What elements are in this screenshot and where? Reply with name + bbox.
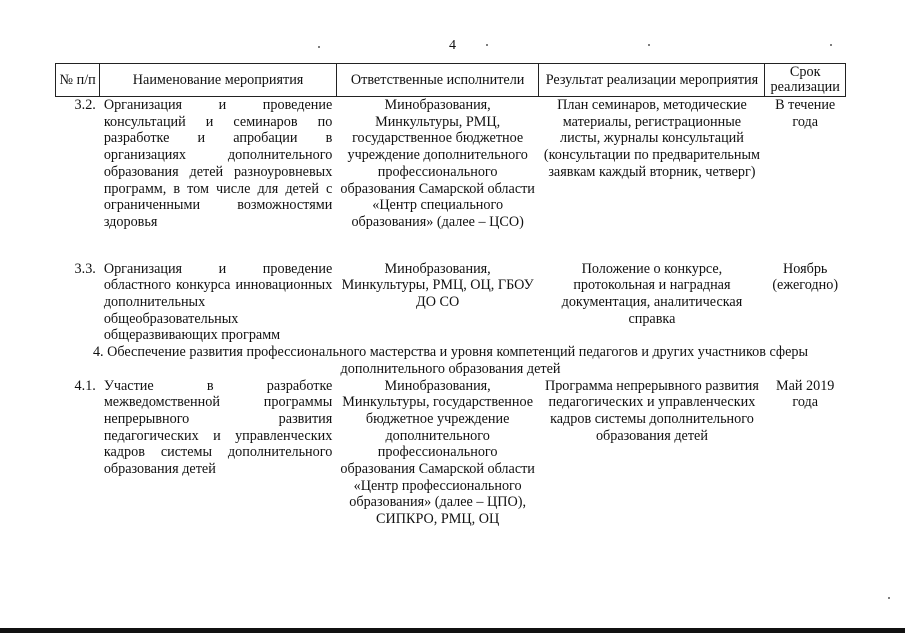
scan-bottom-edge	[0, 628, 905, 633]
header-num: № п/п	[56, 64, 100, 97]
scan-speck	[318, 46, 320, 48]
row-name: Организация и проведение консультаций и семинаров по разработке и апробации в организациях дополнительного образования детей разноуровневых программ, в том числе для детей с ограниченными возможностями здоровья	[103, 97, 333, 230]
row-responsible: Минобразования, Минкультуры, РМЦ, ОЦ, ГБОУ ДО СО	[341, 260, 534, 311]
section-heading: 4. Обеспечение развития профессионального мастерства и уровня компетенций педагогов и других участников сферы дополнительного образования детей	[92, 344, 809, 377]
row-result: Программа непрерывного развития педагогических и управленческих кадров системы дополнительного образования детей	[544, 377, 759, 444]
row-num: 4.1.	[74, 377, 96, 394]
header-term: Срок реализации	[765, 64, 846, 97]
header-responsible: Ответственные исполнители	[336, 64, 539, 97]
scan-speck	[648, 44, 650, 46]
row-responsible: Минобразования, Минкультуры, государственное бюджетное учреждение дополнительного профессионального образования Самарской области «Центр профессионального образования» (далее – ЦПО), СИПКРО, РМЦ, ОЦ	[340, 377, 535, 528]
table-row	[56, 378, 846, 528]
table-row	[56, 97, 846, 231]
row-name: Участие в разработке межведомственной программы непрерывного развития педагогических и управленческих кадров системы дополнительного образования детей	[103, 377, 333, 478]
row-result: Положение о конкурсе, протокольная и наградная документация, аналитическая справка	[561, 260, 743, 327]
row-term: В течение года	[775, 97, 836, 130]
row-num: 3.3.	[74, 260, 96, 277]
scan-speck	[830, 44, 832, 46]
header-name: Наименование мероприятия	[100, 64, 336, 97]
table-row	[56, 261, 846, 345]
page-number: 4	[449, 38, 456, 53]
row-responsible: Минобразования, Минкультуры, РМЦ, государственное бюджетное учреждение дополнительного профессионального образования Самарской области «Центр специального образования» (далее – ЦСО)	[340, 97, 535, 230]
row-term: Май 2019 года	[775, 377, 835, 411]
scan-speck	[486, 44, 488, 46]
row-name: Организация и проведение областного конкурса инновационных дополнительных общеобразовательных общеразвивающих программ	[103, 260, 333, 344]
row-result: План семинаров, методические материалы, регистрационные листы, журналы консультаций (консультации по предварительным заявкам каждый вторник, четверг)	[543, 97, 760, 180]
row-num: 3.2.	[74, 97, 96, 113]
section-row	[56, 344, 846, 377]
activities-table	[55, 63, 846, 528]
scan-speck	[888, 597, 890, 599]
row-term: Ноябрь (ежегодно)	[772, 260, 839, 294]
header-result: Результат реализации мероприятия	[539, 64, 765, 97]
table-header-row	[56, 64, 846, 97]
